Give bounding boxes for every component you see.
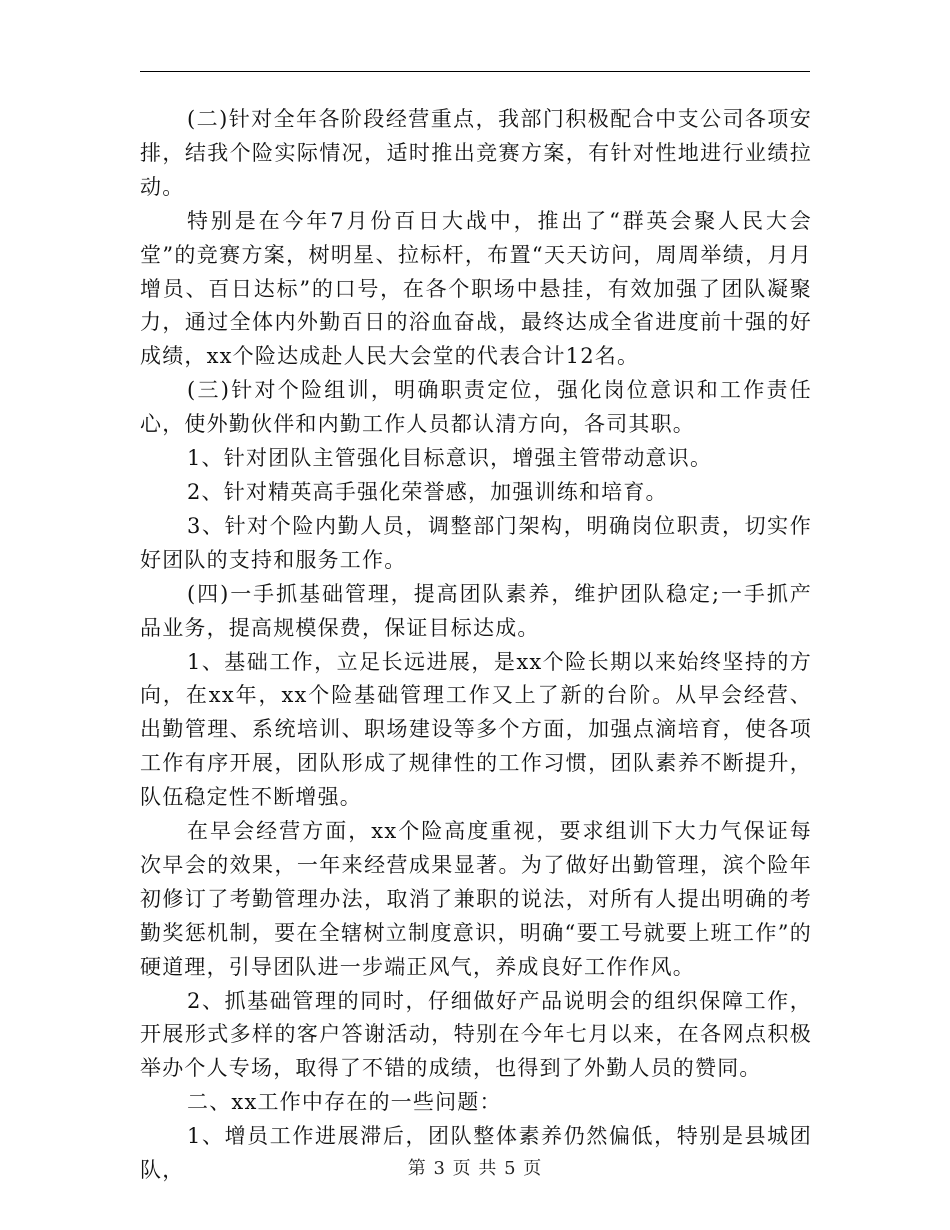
paragraph: 1、针对团队主管强化目标意识，增强主管带动意识。 xyxy=(187,446,713,471)
document-body xyxy=(140,103,812,1188)
section-heading: 二、xx工作中存在的一些问题： xyxy=(187,1090,502,1115)
paragraph: (二)针对全年各阶段经营重点，我部门积极配合中支公司各项安排，结我个险实际情况，适时推出竞赛方案，有针对性地进行业绩拉动。 xyxy=(140,107,812,199)
paragraph: 在早会经营方面，xx个险高度重视，要求组训下大力气保证每次早会的效果，一年来经营成果显著。为了做好出勤管理，滨个险年初修订了考勤管理办法，取消了兼职的说法，对所有人提出明确的考勤奖惩机制，要在全辖树立制度意识，明确“要工号就要上班工作”的硬道理，引导团队进一步端正风气，养成良好工作作风。 xyxy=(140,819,812,979)
paragraph: 1、基础工作，立足长远进展，是xx个险长期以来始终坚持的方向，在xx年，xx个险基础管理工作又上了新的台阶。从早会经营、出勤管理、系统培训、职场建设等多个方面，加强点滴培育，使各项工作有序开展，团队形成了规律性的工作习惯，团队素养不断提升，队伍稳定性不断增强。 xyxy=(140,649,812,810)
header-rule xyxy=(140,71,810,72)
paragraph: (四)一手抓基础管理，提高团队素养，维护团队稳定;一手抓产品业务，提高规模保费，保证目标达成。 xyxy=(140,581,812,640)
paragraph: 特别是在今年7月份百日大战中，推出了“群英会聚人民大会堂”的竞赛方案，树明星、拉标杆，布置“天天访问，周周举绩，月月增员、百日达标”的口号，在各个职场中悬挂，有效加强了团队凝聚力，通过全体内外勤百日的浴血奋战，最终达成全省进度前十强的好成绩，xx个险达成赴人民大会堂的代表合计12名。 xyxy=(140,208,812,369)
paragraph: (三)针对个险组训，明确职责定位，强化岗位意识和工作责任心，使外勤伙伴和内勤工作人员都认清方向，各司其职。 xyxy=(140,378,812,437)
paragraph: 2、针对精英高手强化荣誉感，加强训练和培育。 xyxy=(187,479,668,504)
page-number-footer: 第 3 页 共 5 页 xyxy=(407,1158,543,1179)
paragraph: 1、增员工作进展滞后，团队整体素养仍然偏低，特别是县城团队， xyxy=(140,1124,812,1183)
paragraph: 3、针对个险内勤人员，调整部门架构，明确岗位职责，切实作好团队的支持和服务工作。 xyxy=(140,513,812,572)
paragraph: 2、抓基础管理的同时，仔细做好产品说明会的组织保障工作，开展形式多样的客户答谢活动，特别在今年七月以来，在各网点积极举办个人专场，取得了不错的成绩，也得到了外勤人员的赞同。 xyxy=(140,988,812,1081)
